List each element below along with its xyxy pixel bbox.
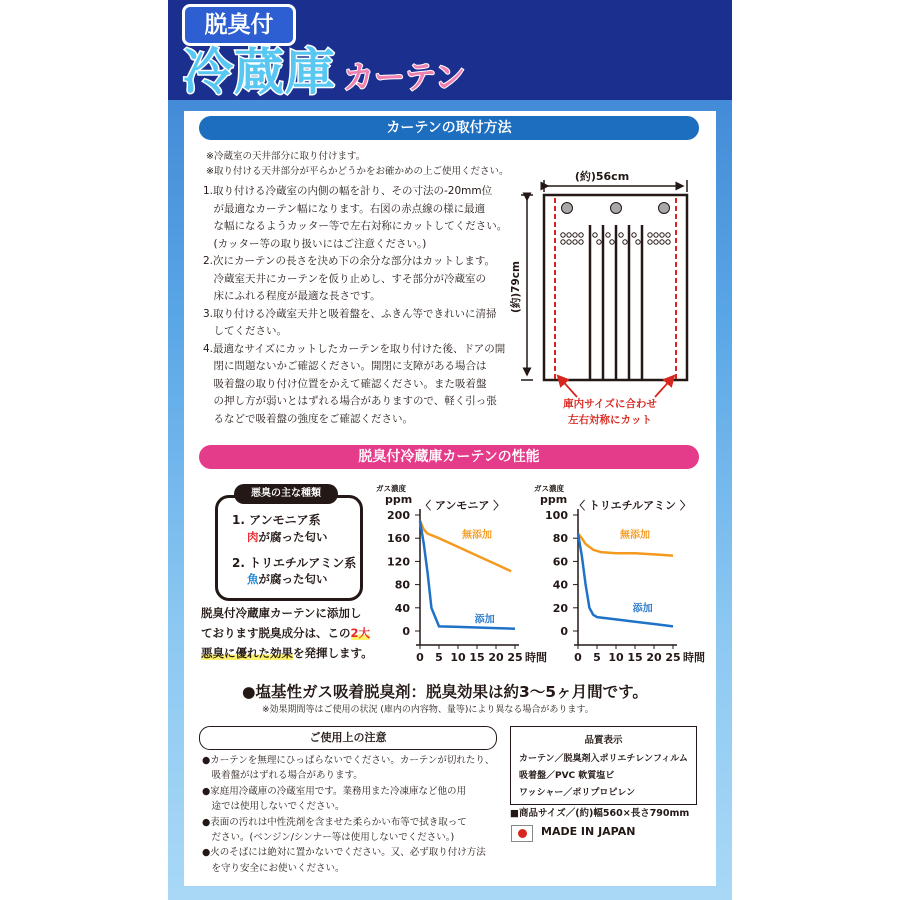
x-tick-label: 20 bbox=[646, 651, 662, 664]
statement-highlight: 2大 bbox=[350, 626, 371, 640]
deodorizing-badge: 脱臭付 bbox=[182, 4, 296, 46]
install-note: ※取り付ける天井部分が平らかどうかをお確かめの上ご使用ください。 bbox=[206, 166, 509, 177]
series-label: 添加 bbox=[632, 603, 653, 615]
cut-note-line: 左右対称にカット bbox=[568, 414, 652, 426]
series-line-untreated bbox=[420, 521, 511, 572]
install-steps bbox=[203, 183, 513, 428]
triethylamine-chart bbox=[528, 505, 708, 670]
quality-label-box bbox=[510, 726, 697, 805]
chart1-gas-label: ガス濃度 bbox=[376, 484, 406, 493]
x-axis-label: 時間 bbox=[683, 651, 705, 664]
install-note: ※冷蔵室の天井部分に取り付けます。 bbox=[206, 151, 366, 162]
made-in-label: MADE IN JAPAN bbox=[541, 825, 636, 838]
step-line: 4.最適なサイズにカットしたカーテンを取り付けた後、ドアの開 bbox=[203, 342, 506, 355]
y-tick-label: 20 bbox=[552, 601, 568, 615]
care-line: ださい。(ベンジン/シンナー等は使用しないでください。) bbox=[202, 832, 455, 844]
series-label: 無添加 bbox=[462, 530, 492, 542]
step-line: 床にふれる程度が最適な長さです。 bbox=[203, 290, 381, 302]
chart2-gas-label: ガス濃度 bbox=[534, 484, 564, 493]
y-tick-label: 100 bbox=[545, 509, 568, 522]
statement-highlight: 悪臭に優れた効果 bbox=[201, 646, 293, 660]
odor-desc-text: が腐った匂い bbox=[258, 572, 328, 586]
x-tick-label: 5 bbox=[435, 651, 443, 664]
performance-statement bbox=[201, 603, 381, 663]
odor-key-fish: 魚 bbox=[247, 572, 259, 586]
series-label: 無添加 bbox=[620, 530, 650, 542]
flag-circle bbox=[518, 829, 527, 838]
x-tick-label: 10 bbox=[450, 651, 466, 664]
series-label: 添加 bbox=[474, 614, 495, 626]
step-line: してください。 bbox=[203, 325, 287, 337]
height-label: (約)79cm bbox=[510, 261, 522, 313]
x-tick-label: 25 bbox=[507, 651, 523, 664]
step-line: 吸着盤の取り付け位置をかえて確認ください。また吸着盤 bbox=[203, 377, 487, 390]
quality-heading: 品質表示 bbox=[584, 735, 623, 746]
statement-text: を発揮します。 bbox=[293, 646, 373, 660]
y-tick-label: 120 bbox=[387, 555, 410, 569]
step-line: 冷蔵室天井にカーテンを仮り止めし、すそ部分が冷蔵室の bbox=[203, 272, 486, 285]
y-tick-label: 0 bbox=[402, 625, 410, 638]
step-line: 1.取り付ける冷蔵室の内側の幅を計り、その寸法の-20mm位 bbox=[203, 185, 493, 197]
chart1-unit: ppm bbox=[385, 493, 413, 506]
performance-heading: 脱臭付冷蔵庫カーテンの性能 bbox=[199, 445, 699, 469]
quality-line: カーテン／脱臭剤入ポリエチレンフィルム bbox=[519, 754, 688, 764]
y-tick-label: 200 bbox=[387, 509, 410, 522]
x-tick-label: 25 bbox=[665, 651, 681, 664]
step-line: (カッター等の取り扱いにはご注意ください。) bbox=[203, 237, 427, 250]
y-tick-label: 40 bbox=[552, 578, 568, 592]
product-title: 冷蔵庫 bbox=[183, 43, 336, 101]
statement-line bbox=[201, 623, 381, 643]
x-tick-label: 15 bbox=[627, 651, 643, 664]
x-axis-label: 時間 bbox=[525, 651, 547, 664]
x-tick-label: 5 bbox=[593, 651, 601, 664]
step-line: 3.取り付ける冷蔵室天井と吸着盤を、ふきん等できれいに清掃 bbox=[203, 307, 497, 320]
odor-types-tag: 悪臭の主な種類 bbox=[234, 484, 338, 504]
odor-desc-1 bbox=[247, 529, 328, 545]
y-tick-label: 0 bbox=[560, 625, 568, 638]
step-line: が最適なカーテン幅になります。右図の赤点線の様に最適 bbox=[203, 202, 486, 215]
y-tick-label: 40 bbox=[394, 601, 410, 615]
quality-line: 吸着盤／PVC 軟質塩ビ bbox=[519, 771, 615, 781]
y-tick-label: 80 bbox=[552, 532, 568, 546]
quality-line: ワッシャー／ポリプロピレン bbox=[519, 788, 636, 798]
x-tick-label: 0 bbox=[416, 651, 424, 664]
step-line: 閉に問題ないかご確認ください。開閉に支障がある場合は bbox=[203, 360, 487, 372]
statement-text: ております脱臭成分は、この bbox=[201, 626, 351, 640]
width-label: (約)56cm bbox=[574, 170, 630, 183]
care-heading: ご使用上の注意 bbox=[199, 726, 497, 750]
install-heading: カーテンの取付方法 bbox=[199, 116, 699, 140]
step-line: の押し方が弱いとはずれる場合がありますので、軽く引っ張 bbox=[203, 395, 497, 407]
x-tick-label: 0 bbox=[574, 651, 582, 664]
chart2-unit: ppm bbox=[540, 493, 568, 506]
y-tick-label: 60 bbox=[552, 555, 568, 569]
care-line: ●家庭用冷蔵庫の冷蔵室用です。業務用また冷凍庫など他の用 bbox=[202, 785, 467, 797]
deodorizing-result: ●塩基性ガス吸着脱臭剤：脱臭効果は約3〜5ヶ月間です。 bbox=[242, 683, 648, 701]
care-line: 途では使用しないでください。 bbox=[202, 801, 345, 813]
chart2-title: 〈 トリエチルアミン 〉 bbox=[574, 499, 691, 512]
product-size: ■商品サイズ／(約)幅560×長さ790mm bbox=[510, 808, 690, 819]
ammonia-chart bbox=[370, 505, 550, 670]
curtain-diagram bbox=[510, 165, 695, 397]
care-list bbox=[202, 753, 502, 876]
odor-type-1: 1. アンモニア系 bbox=[232, 513, 321, 527]
x-tick-label: 15 bbox=[469, 651, 485, 664]
care-line: ●火のそばには絶対に置かないでください。又、必ず取り付け方法 bbox=[202, 847, 486, 859]
care-line: ●カーテンを無理にひっぱらないでください。カーテンが切れたり、 bbox=[202, 755, 495, 766]
step-line: るなどで吸着盤の強度をご確認ください。 bbox=[203, 412, 413, 425]
cut-note-line: 庫内サイズに合わせ bbox=[563, 398, 657, 410]
chart1-title: 〈 アンモニア 〉 bbox=[420, 499, 505, 512]
product-subtitle: カーテン bbox=[343, 60, 466, 96]
x-tick-label: 10 bbox=[608, 651, 624, 664]
care-line: を守り安全にお使いください。 bbox=[202, 862, 345, 874]
statement-line: 脱臭付冷蔵庫カーテンに添加し bbox=[201, 606, 362, 620]
y-tick-label: 80 bbox=[394, 578, 410, 592]
step-line: 2.次にカーテンの長さを決め下の余分な部分はカットします。 bbox=[203, 255, 496, 267]
odor-desc-2 bbox=[247, 571, 328, 587]
care-line: ●表面の汚れは中性洗剤を含ませた柔らかい布等で拭き取って bbox=[202, 816, 467, 828]
y-tick-label: 160 bbox=[387, 532, 410, 546]
cut-note bbox=[540, 396, 680, 428]
care-line: 吸着盤がはずれる場合があります。 bbox=[202, 770, 363, 782]
japan-flag-icon bbox=[511, 825, 533, 842]
result-note: ※効果期間等はご使用の状況 (庫内の内容物、量等)により異なる場合があります。 bbox=[262, 705, 594, 715]
odor-desc-text: が腐った匂い bbox=[258, 530, 328, 544]
odor-key-meat: 肉 bbox=[247, 530, 259, 544]
statement-line bbox=[201, 643, 381, 663]
odor-type-2: 2. トリエチルアミン系 bbox=[232, 556, 357, 570]
x-tick-label: 20 bbox=[488, 651, 504, 664]
step-line: な幅になるようカッター等で左右対称にカットしてください。 bbox=[203, 220, 508, 232]
